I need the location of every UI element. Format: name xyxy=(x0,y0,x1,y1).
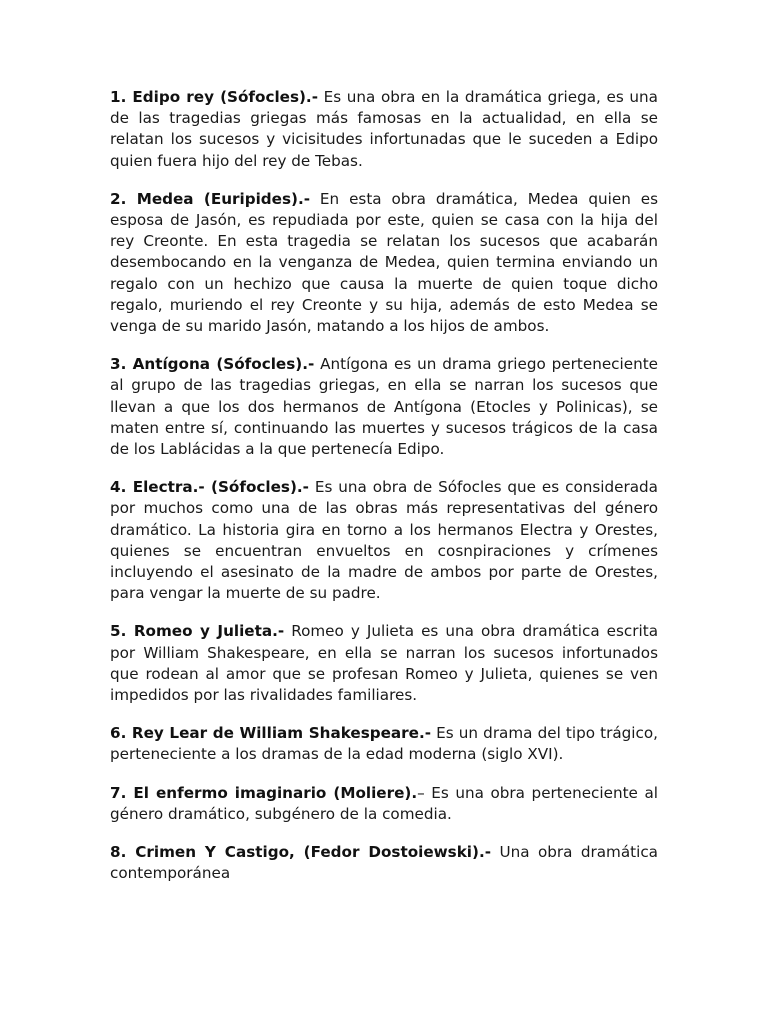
entry-title: 7. El enfermo imaginario (Moliere). xyxy=(110,783,418,802)
entry-body: Es una obra en la dramática griega, es una de las tragedias griegas más famosas en la actualidad, en ella se relatan los sucesos y vicisitudes infortunadas que le suceden a Edipo quien fuera hijo del rey de Tebas. xyxy=(110,88,658,170)
list-item xyxy=(110,842,658,884)
document-page xyxy=(110,87,658,902)
entry-body: Antígona es un drama griego perteneciente al grupo de las tragedias griegas, en ella se narran los sucesos que llevan a que los dos hermanos de Antígona (Etocles y Polinicas), se maten entre sí, continuando las muertes y sucesos trágicos de la casa de los Lablácidas a la que pertenecía Edipo. xyxy=(110,355,658,459)
entry-title: 1. Edipo rey (Sófocles).- xyxy=(110,88,319,106)
entry-body: En esta obra dramática, Medea quien es esposa de Jasón, es repudiada por este, quien se casa con la hija del rey Creonte. En esta tragedia se relatan los sucesos que acabarán desembocando en la venganza de Medea, quien termina enviando un regalo con un hechizo que causa la muerte de quien toque dicho regalo, muriendo el rey Creonte y su hija, además de esto Medea se venga de su marido Jasón, matando a los hijos de ambos. xyxy=(110,189,658,336)
list-item xyxy=(110,621,658,706)
entry-title: 5. Romeo y Julieta.- xyxy=(110,622,285,641)
list-item xyxy=(110,354,658,460)
list-item xyxy=(110,783,658,825)
entry-body: Es una obra de Sófocles que es considerada por muchos como una de las obras más representativas del género dramático. La historia gira en torno a los hermanos Electra y Orestes, quienes se encuentran envueltos en cosnpiraciones y crímenes incluyendo el asesinato de la madre de ambos por parte de Orestes, para vengar la muerte de su padre. xyxy=(110,478,658,603)
entry-title: 8. Crimen Y Castigo, (Fedor Dostoiewski).- xyxy=(110,843,492,862)
entry-body: Una obra dramática contemporánea xyxy=(110,843,658,883)
list-item xyxy=(110,723,658,765)
entry-body: – Es una obra perteneciente al género dramático, subgénero de la comedia. xyxy=(110,783,658,823)
entry-body: Es un drama del tipo trágico, perteneciente a los dramas de la edad moderna (siglo XVI). xyxy=(110,724,658,764)
entry-title: 4. Electra.- (Sófocles).- xyxy=(110,478,309,497)
entry-title: 3. Antígona (Sófocles).- xyxy=(110,355,315,374)
list-item xyxy=(110,87,658,172)
entry-body: Romeo y Julieta es una obra dramática escrita por William Shakespeare, en ella se narran los sucesos infortunados que rodean al amor que se profesan Romeo y Julieta, quienes se ven impedidos por las rivalidades familiares. xyxy=(110,622,658,705)
entry-title: 6. Rey Lear de William Shakespeare.- xyxy=(110,724,432,743)
list-item xyxy=(110,189,658,337)
list-item xyxy=(110,477,658,604)
entry-title: 2. Medea (Euripides).- xyxy=(110,189,311,208)
